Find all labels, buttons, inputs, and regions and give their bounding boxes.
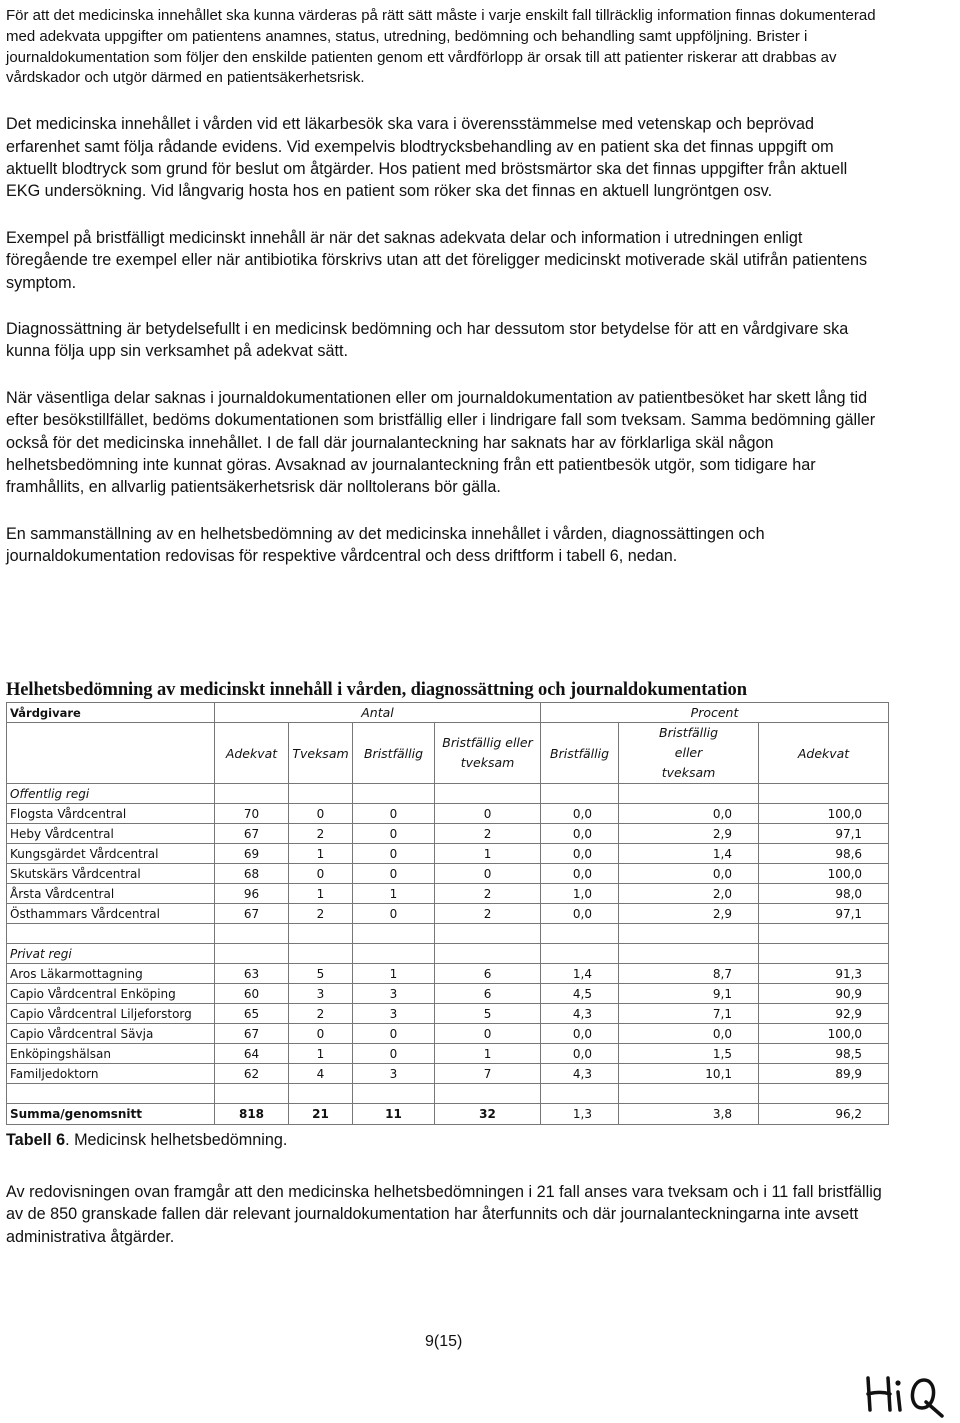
body-text [6, 6, 884, 568]
paragraph-3: Exempel på bristfälligt medicinskt innehåll är när det saknas adekvata delar och information i utredningen enligt föregående tre exempel eller när antibiotika förskrivs utan att det föreligger medicinskt motiverade skäl utifrån patientens symptom. [6, 228, 868, 292]
table-cell: 97,1 [759, 824, 889, 844]
header-col-pct-bristfallig: Bristfällig [541, 723, 619, 784]
group-row [7, 784, 889, 804]
empty-cell [215, 944, 289, 964]
empty-cell [541, 924, 619, 944]
table-cell: 5 [289, 964, 353, 984]
summary-row [7, 1104, 889, 1125]
header-col-bristfallig: Bristfällig [353, 723, 435, 784]
table-cell: 0 [353, 824, 435, 844]
table-cell: 97,1 [759, 904, 889, 924]
table-cell: 0 [435, 864, 541, 884]
table-cell: 1 [353, 884, 435, 904]
table-cell: 8,7 [619, 964, 759, 984]
table-cell: 100,0 [759, 864, 889, 884]
table-cell: 4,3 [541, 1064, 619, 1084]
unit-name: Capio Vårdcentral Enköping [7, 984, 215, 1004]
table-row [7, 864, 889, 884]
empty-cell [353, 944, 435, 964]
empty-cell [619, 784, 759, 804]
table-cell: 2,0 [619, 884, 759, 904]
empty-cell [759, 944, 889, 964]
empty-cell [353, 1084, 435, 1104]
table-row [7, 884, 889, 904]
table-cell: 98,6 [759, 844, 889, 864]
page-number: 9(15) [425, 1333, 463, 1350]
table-cell: 0 [353, 804, 435, 824]
paragraph-5: När väsentliga delar saknas i journaldokumentationen eller om journaldokumentation av patientbesöket har skett lång tid efter besökstillfället, bedöms dokumentationen som bristfällig eller i lindrigare fall som tveksam. Samma bedömning gäller också för det medicinska innehållet. I de fall där journalanteckning har saknats har av förklarliga skäl någon helhetsbedömning inte kunnat göras. Avsaknad av journalanteckning från ett patientbesök utgör, som tidigare har framhållits, en allvarlig patientsäkerhetsrisk där nolltolerans bör gälla. [6, 388, 876, 497]
header-col-tveksam: Tveksam [289, 723, 353, 784]
summary-label: Summa/genomsnitt [7, 1104, 215, 1125]
table-cell: 1 [435, 1044, 541, 1064]
unit-name: Capio Vårdcentral Sävja [7, 1024, 215, 1044]
summary-cell: 32 [435, 1104, 541, 1125]
unit-name: Årsta Vårdcentral [7, 884, 215, 904]
table-cell: 64 [215, 1044, 289, 1064]
table-cell: 0 [289, 864, 353, 884]
summary-cell: 3,8 [619, 1104, 759, 1125]
header-row-2 [7, 723, 889, 784]
table-cell: 1,5 [619, 1044, 759, 1064]
unit-name: Enköpingshälsan [7, 1044, 215, 1064]
table-cell: 7,1 [619, 1004, 759, 1024]
table-cell: 0 [435, 804, 541, 824]
table-cell: 6 [435, 984, 541, 1004]
unit-name: Aros Läkarmottagning [7, 964, 215, 984]
table-cell: 1,4 [619, 844, 759, 864]
table-cell: 100,0 [759, 804, 889, 824]
empty-cell [541, 784, 619, 804]
table-caption [6, 1131, 287, 1150]
table-cell: 92,9 [759, 1004, 889, 1024]
empty-cell [353, 784, 435, 804]
table-cell: 0,0 [541, 1024, 619, 1044]
header-antal: Antal [215, 703, 541, 723]
table-cell: 5 [435, 1004, 541, 1024]
unit-name: Kungsgärdet Vårdcentral [7, 844, 215, 864]
group-row [7, 944, 889, 964]
table-cell: 4 [289, 1064, 353, 1084]
empty-cell [289, 1084, 353, 1104]
table-cell: 10,1 [619, 1064, 759, 1084]
table-title: Helhetsbedömning av medicinskt innehåll i vården, diagnossättning och journaldokumentation [6, 680, 747, 700]
summary-cell: 1,3 [541, 1104, 619, 1125]
empty-cell [215, 1084, 289, 1104]
table-cell: 67 [215, 1024, 289, 1044]
table-cell: 1 [289, 844, 353, 864]
caption-label: Tabell 6 [6, 1131, 66, 1149]
table-cell: 7 [435, 1064, 541, 1084]
table-row [7, 964, 889, 984]
empty-cell [541, 1084, 619, 1104]
table-cell: 63 [215, 964, 289, 984]
header-col-bristfallig-eller-tveksam: Bristfällig eller tveksam [435, 723, 541, 784]
table-row [7, 904, 889, 924]
table-cell: 0 [289, 804, 353, 824]
table-cell: 67 [215, 904, 289, 924]
empty-cell [289, 924, 353, 944]
table-cell: 1,4 [541, 964, 619, 984]
empty-cell [619, 944, 759, 964]
table-cell: 2 [435, 904, 541, 924]
table-cell: 100,0 [759, 1024, 889, 1044]
table-cell: 60 [215, 984, 289, 1004]
table-cell: 0 [435, 1024, 541, 1044]
summary-cell: 21 [289, 1104, 353, 1125]
table-cell: 2 [435, 884, 541, 904]
table-cell: 0,0 [619, 804, 759, 824]
unit-name: Heby Vårdcentral [7, 824, 215, 844]
header-empty [7, 723, 215, 784]
hiq-logo [862, 1370, 950, 1423]
table-cell: 98,0 [759, 884, 889, 904]
summary-cell: 818 [215, 1104, 289, 1125]
table-cell: 9,1 [619, 984, 759, 1004]
empty-cell [215, 924, 289, 944]
table-cell: 2 [289, 1004, 353, 1024]
table-cell: 3 [353, 1004, 435, 1024]
header-procent: Procent [541, 703, 889, 723]
table-cell: 90,9 [759, 984, 889, 1004]
header-vardgivare: Vårdgivare [7, 703, 215, 723]
table-cell: 1 [289, 1044, 353, 1064]
empty-cell [7, 924, 215, 944]
spacer-row [7, 1084, 889, 1104]
table-cell: 6 [435, 964, 541, 984]
empty-cell [353, 924, 435, 944]
table-cell: 2 [289, 824, 353, 844]
empty-cell [435, 784, 541, 804]
table-cell: 0,0 [541, 1044, 619, 1064]
table-cell: 0 [289, 1024, 353, 1044]
summary-cell: 96,2 [759, 1104, 889, 1125]
header-col-pct-adekvat: Adekvat [759, 723, 889, 784]
table-cell: 2 [435, 824, 541, 844]
table-cell: 0 [353, 1024, 435, 1044]
table-cell: 0 [353, 864, 435, 884]
table-cell: 3 [289, 984, 353, 1004]
table-row [7, 984, 889, 1004]
table-cell: 96 [215, 884, 289, 904]
empty-cell [7, 1084, 215, 1104]
table-cell: 0,0 [541, 904, 619, 924]
paragraph-1: För att det medicinska innehållet ska kunna värderas på rätt sätt måste i varje enskilt fall tillräcklig information finnas dokumenterad med adekvata uppgifter om patientens anamnes, status, utredning, bedömning och behandling samt uppföljning. Brister i journaldokumentation som följer den enskilde patienten genom ett vårdförlopp är orsak till att patienter riskerar att drabbas av vårdskador och utgör därmed en patientsäkerhetsrisk. [6, 7, 876, 87]
caption-text: . Medicinsk helhetsbedömning. [65, 1131, 288, 1149]
empty-cell [215, 784, 289, 804]
table-cell: 67 [215, 824, 289, 844]
table-cell: 1 [353, 964, 435, 984]
table-cell: 2 [289, 904, 353, 924]
table-cell: 2,9 [619, 904, 759, 924]
paragraph-6: En sammanställning av en helhetsbedömning av det medicinska innehållet i vården, diagnossättingen och journaldokumentation redovisas för respektive vårdcentral och dess driftform i tabell 6, nedan. [6, 524, 765, 566]
table-cell: 3 [353, 1064, 435, 1084]
summary-cell: 11 [353, 1104, 435, 1125]
table-row [7, 804, 889, 824]
table-cell: 0,0 [619, 1024, 759, 1044]
table-cell: 0 [353, 844, 435, 864]
table-row [7, 824, 889, 844]
empty-cell [541, 944, 619, 964]
empty-cell [289, 944, 353, 964]
table-cell: 98,5 [759, 1044, 889, 1064]
table-cell: 62 [215, 1064, 289, 1084]
table-cell: 69 [215, 844, 289, 864]
unit-name: Capio Vårdcentral Liljeforstorg [7, 1004, 215, 1024]
paragraph-2: Det medicinska innehållet i vården vid ett läkarbesök ska vara i överensstämmelse med vetenskap och beprövad erfarenhet samt följa rådande evidens. Vid exempelvis blodtrycksbehandling av en patient ska det finnas uppgift om aktuellt blodtryck som grund för beslut om åtgärder. Hos patient med bröstsmärtor ska det finnas uppgifter från aktuell EKG undersökning. Vid långvarig hosta hos en patient som röker ska det finnas en aktuell lungröntgen osv. [6, 115, 848, 201]
empty-cell [759, 1084, 889, 1104]
paragraph-4: Diagnossättning är betydelsefullt i en medicinsk bedömning och har dessutom stor betydelse för att en vårdgivare ska kunna följa upp sin verksamhet på adekvat sätt. [6, 320, 849, 361]
table-cell: 1 [289, 884, 353, 904]
assessment-table [6, 702, 889, 1125]
table-cell: 0 [353, 1044, 435, 1064]
empty-cell [435, 1084, 541, 1104]
table-cell: 70 [215, 804, 289, 824]
table-cell: 89,9 [759, 1064, 889, 1084]
group-label: Privat regi [7, 944, 215, 964]
empty-cell [619, 1084, 759, 1104]
unit-name: Flogsta Vårdcentral [7, 804, 215, 824]
paragraph-after-table: Av redovisningen ovan framgår att den medicinska helhetsbedömningen i 21 fall anses vara tveksam och i 11 fall bristfällig av de 850 granskade fallen där relevant journaldokumentation har återfunnits och där journalanteckningarna inte avsett administrativa åtgärder. [6, 1183, 882, 1246]
unit-name: Östhammars Vårdcentral [7, 904, 215, 924]
table-row [7, 1004, 889, 1024]
table-cell: 0,0 [541, 804, 619, 824]
table-cell: 0,0 [541, 844, 619, 864]
table-cell: 0 [353, 904, 435, 924]
empty-cell [435, 944, 541, 964]
header-col-adekvat: Adekvat [215, 723, 289, 784]
closing-text [6, 1181, 884, 1248]
unit-name: Familjedoktorn [7, 1064, 215, 1084]
table-cell: 91,3 [759, 964, 889, 984]
table-cell: 1,0 [541, 884, 619, 904]
table-cell: 1 [435, 844, 541, 864]
table-cell: 65 [215, 1004, 289, 1024]
empty-cell [619, 924, 759, 944]
empty-cell [289, 784, 353, 804]
table-cell: 2,9 [619, 824, 759, 844]
table-row [7, 844, 889, 864]
table-cell: 0,0 [541, 824, 619, 844]
table-cell: 4,5 [541, 984, 619, 1004]
table-row [7, 1064, 889, 1084]
table-cell: 68 [215, 864, 289, 884]
table-cell: 0,0 [619, 864, 759, 884]
empty-cell [435, 924, 541, 944]
table-row [7, 1024, 889, 1044]
empty-cell [759, 924, 889, 944]
table-cell: 4,3 [541, 1004, 619, 1024]
header-row-1 [7, 703, 889, 723]
empty-cell [759, 784, 889, 804]
spacer-row [7, 924, 889, 944]
hiq-logo-icon [862, 1370, 950, 1418]
unit-name: Skutskärs Vårdcentral [7, 864, 215, 884]
table-cell: 3 [353, 984, 435, 1004]
group-label: Offentlig regi [7, 784, 215, 804]
header-col-pct-bristfallig-eller-tveksam: Bristfällig eller tveksam [619, 723, 759, 784]
table-cell: 0,0 [541, 864, 619, 884]
table-row [7, 1044, 889, 1064]
